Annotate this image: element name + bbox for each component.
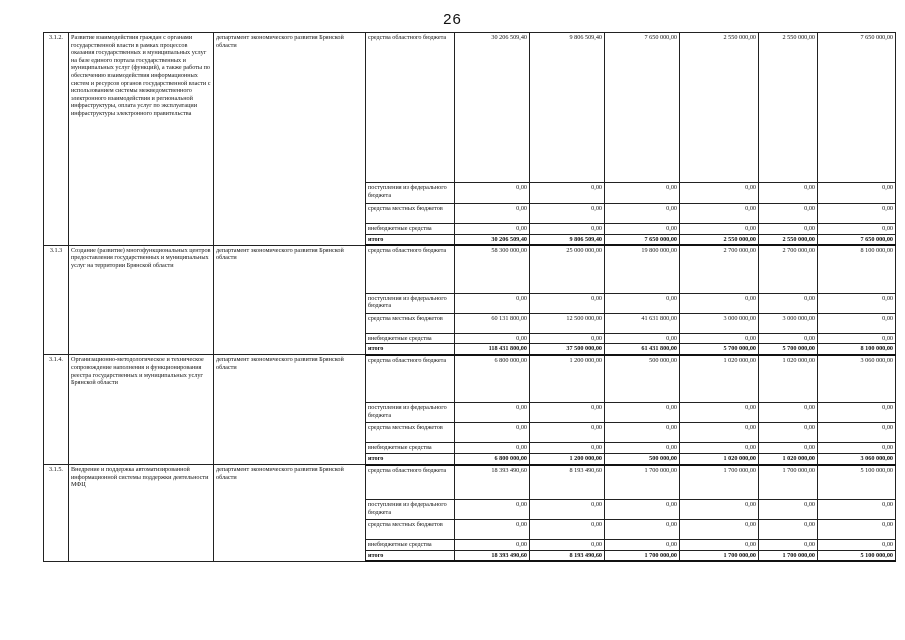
executor: департамент экономического развития Брянской области	[214, 355, 366, 465]
measure-name: Развитие взаимодействия граждан с органами государственной власти в рамках процессов оказания государственных и муниципальных услуг на базе единого портала государственных и муниципальных услуг (функций), а также работы по обеспечению взаимодействия информационных систем и ресурсов органов государственной власти с использованием системы межведомственного электронного взаимодействия и региональной инфраструктуры, оплата услуг по эксплуатации инфраструктуры электронного правительства	[69, 33, 214, 246]
funding-source: средства местных бюджетов	[366, 520, 455, 540]
amount-cell: 6 800 000,00	[455, 355, 530, 403]
amount-cell: 0,00	[530, 423, 605, 443]
amount-cell: 6 800 000,00	[455, 453, 530, 464]
amount-cell: 18 393 490,60	[455, 550, 530, 561]
amount-cell: 0,00	[759, 423, 818, 443]
item-number: 3.1.2.	[44, 33, 69, 246]
amount-cell: 0,00	[759, 293, 818, 313]
amount-cell: 0,00	[530, 293, 605, 313]
amount-cell: 0,00	[818, 313, 896, 333]
amount-cell: 0,00	[455, 333, 530, 344]
amount-cell: 0,00	[455, 204, 530, 224]
amount-cell: 0,00	[680, 224, 759, 235]
amount-cell: 0,00	[530, 540, 605, 551]
funding-source: поступления из федерального бюджета	[366, 183, 455, 204]
amount-cell: 0,00	[455, 183, 530, 204]
page-number: 26	[443, 11, 462, 28]
funding-source: поступления из федерального бюджета	[366, 500, 455, 520]
amount-cell: 0,00	[759, 333, 818, 344]
amount-cell: 1 700 000,00	[759, 465, 818, 500]
amount-cell: 0,00	[759, 540, 818, 551]
budget-table	[43, 32, 896, 562]
executor: департамент экономического развития Брянской области	[214, 245, 366, 355]
amount-cell: 19 800 000,00	[605, 245, 680, 293]
amount-cell: 8 100 000,00	[818, 245, 896, 293]
amount-cell: 30 206 509,40	[455, 33, 530, 183]
item-number: 3.1.5.	[44, 465, 69, 562]
amount-cell: 5 700 000,00	[680, 344, 759, 355]
amount-cell: 0,00	[818, 540, 896, 551]
amount-cell: 0,00	[455, 443, 530, 454]
amount-cell: 5 100 000,00	[818, 550, 896, 561]
amount-cell: 2 700 000,00	[759, 245, 818, 293]
funding-source: средства местных бюджетов	[366, 204, 455, 224]
amount-cell: 0,00	[759, 183, 818, 204]
amount-cell: 0,00	[530, 500, 605, 520]
funding-source: внебюджетные средства	[366, 540, 455, 551]
amount-cell: 0,00	[455, 293, 530, 313]
amount-cell: 58 300 000,00	[455, 245, 530, 293]
amount-cell: 1 200 000,00	[530, 355, 605, 403]
amount-cell: 0,00	[818, 423, 896, 443]
table-row	[44, 33, 896, 183]
amount-cell: 1 200 000,00	[530, 453, 605, 464]
amount-cell: 2 550 000,00	[680, 234, 759, 245]
amount-cell: 3 000 000,00	[680, 313, 759, 333]
amount-cell: 0,00	[680, 293, 759, 313]
amount-cell: 1 020 000,00	[680, 355, 759, 403]
amount-cell: 0,00	[818, 204, 896, 224]
amount-cell: 2 550 000,00	[759, 33, 818, 183]
amount-cell: 0,00	[818, 333, 896, 344]
amount-cell: 0,00	[455, 540, 530, 551]
amount-cell: 8 193 490,60	[530, 465, 605, 500]
table-row	[44, 465, 896, 500]
amount-cell: 118 431 800,00	[455, 344, 530, 355]
funding-source: внебюджетные средства	[366, 443, 455, 454]
amount-cell: 0,00	[680, 423, 759, 443]
amount-cell: 1 700 000,00	[680, 465, 759, 500]
funding-source: итого	[366, 453, 455, 464]
amount-cell: 0,00	[530, 520, 605, 540]
executor: департамент экономического развития Брянской области	[214, 33, 366, 246]
amount-cell: 0,00	[605, 333, 680, 344]
amount-cell: 0,00	[455, 403, 530, 423]
amount-cell: 0,00	[455, 423, 530, 443]
amount-cell: 0,00	[818, 443, 896, 454]
funding-source: средства областного бюджета	[366, 33, 455, 183]
measure-name: Организационно-методологическое и техническое сопровождение наполнения и функционирования реестра государственных и муниципальных услуг Брянской области	[69, 355, 214, 465]
amount-cell: 41 631 800,00	[605, 313, 680, 333]
amount-cell: 0,00	[818, 403, 896, 423]
amount-cell: 0,00	[680, 520, 759, 540]
amount-cell: 0,00	[818, 500, 896, 520]
item-number: 3.1.4.	[44, 355, 69, 465]
funding-source: итого	[366, 344, 455, 355]
amount-cell: 1 700 000,00	[605, 465, 680, 500]
amount-cell: 7 650 000,00	[818, 33, 896, 183]
amount-cell: 0,00	[759, 403, 818, 423]
amount-cell: 0,00	[605, 423, 680, 443]
amount-cell: 0,00	[680, 204, 759, 224]
amount-cell: 5 700 000,00	[759, 344, 818, 355]
amount-cell: 0,00	[818, 520, 896, 540]
amount-cell: 0,00	[759, 500, 818, 520]
amount-cell: 7 650 000,00	[605, 234, 680, 245]
amount-cell: 0,00	[605, 520, 680, 540]
amount-cell: 0,00	[530, 443, 605, 454]
amount-cell: 3 000 000,00	[759, 313, 818, 333]
amount-cell: 0,00	[818, 224, 896, 235]
amount-cell: 1 020 000,00	[759, 355, 818, 403]
amount-cell: 0,00	[530, 183, 605, 204]
amount-cell: 0,00	[455, 500, 530, 520]
amount-cell: 0,00	[680, 443, 759, 454]
measure-name: Внедрение и поддержка автоматизированной информационной системы поддержки деятельности МФЦ	[69, 465, 214, 562]
amount-cell: 9 806 509,40	[530, 234, 605, 245]
amount-cell: 0,00	[605, 403, 680, 423]
amount-cell: 1 700 000,00	[605, 550, 680, 561]
table-row	[44, 355, 896, 403]
amount-cell: 0,00	[530, 333, 605, 344]
amount-cell: 60 131 800,00	[455, 313, 530, 333]
amount-cell: 8 193 490,60	[530, 550, 605, 561]
amount-cell: 0,00	[759, 224, 818, 235]
funding-source: средства областного бюджета	[366, 465, 455, 500]
table-body	[44, 33, 896, 562]
amount-cell: 0,00	[605, 540, 680, 551]
amount-cell: 0,00	[759, 443, 818, 454]
table-row	[44, 245, 896, 293]
amount-cell: 0,00	[680, 183, 759, 204]
amount-cell: 0,00	[605, 224, 680, 235]
funding-source: итого	[366, 550, 455, 561]
funding-source: средства местных бюджетов	[366, 423, 455, 443]
amount-cell: 0,00	[455, 520, 530, 540]
amount-cell: 1 020 000,00	[759, 453, 818, 464]
funding-source: поступления из федерального бюджета	[366, 403, 455, 423]
executor: департамент экономического развития Брянской области	[214, 465, 366, 562]
funding-source: итого	[366, 234, 455, 245]
amount-cell: 2 700 000,00	[680, 245, 759, 293]
funding-source: средства местных бюджетов	[366, 313, 455, 333]
amount-cell: 8 100 000,00	[818, 344, 896, 355]
amount-cell: 500 000,00	[605, 355, 680, 403]
amount-cell: 0,00	[680, 333, 759, 344]
amount-cell: 0,00	[680, 500, 759, 520]
measure-name: Создание (развитие) многофункциональных центров предоставления государственных и муниципальных услуг на территории Брянской области	[69, 245, 214, 355]
amount-cell: 2 550 000,00	[759, 234, 818, 245]
amount-cell: 1 700 000,00	[680, 550, 759, 561]
amount-cell: 7 650 000,00	[818, 234, 896, 245]
amount-cell: 18 393 490,60	[455, 465, 530, 500]
amount-cell: 0,00	[455, 224, 530, 235]
amount-cell: 25 000 000,00	[530, 245, 605, 293]
amount-cell: 30 206 509,40	[455, 234, 530, 245]
amount-cell: 7 650 000,00	[605, 33, 680, 183]
amount-cell: 12 500 000,00	[530, 313, 605, 333]
funding-source: внебюджетные средства	[366, 333, 455, 344]
amount-cell: 2 550 000,00	[680, 33, 759, 183]
amount-cell: 0,00	[818, 293, 896, 313]
amount-cell: 0,00	[605, 500, 680, 520]
amount-cell: 3 060 000,00	[818, 355, 896, 403]
amount-cell: 0,00	[818, 183, 896, 204]
amount-cell: 0,00	[605, 204, 680, 224]
funding-source: средства областного бюджета	[366, 245, 455, 293]
amount-cell: 3 060 000,00	[818, 453, 896, 464]
amount-cell: 9 806 509,40	[530, 33, 605, 183]
amount-cell: 0,00	[605, 443, 680, 454]
amount-cell: 37 500 000,00	[530, 344, 605, 355]
item-number: 3.1.3	[44, 245, 69, 355]
amount-cell: 61 431 800,00	[605, 344, 680, 355]
amount-cell: 0,00	[605, 293, 680, 313]
funding-source: внебюджетные средства	[366, 224, 455, 235]
amount-cell: 1 020 000,00	[680, 453, 759, 464]
amount-cell: 0,00	[530, 204, 605, 224]
amount-cell: 1 700 000,00	[759, 550, 818, 561]
amount-cell: 0,00	[680, 403, 759, 423]
amount-cell: 0,00	[680, 540, 759, 551]
amount-cell: 500 000,00	[605, 453, 680, 464]
amount-cell: 0,00	[530, 403, 605, 423]
amount-cell: 0,00	[759, 520, 818, 540]
amount-cell: 0,00	[530, 224, 605, 235]
amount-cell: 5 100 000,00	[818, 465, 896, 500]
amount-cell: 0,00	[759, 204, 818, 224]
amount-cell: 0,00	[605, 183, 680, 204]
funding-source: средства областного бюджета	[366, 355, 455, 403]
funding-source: поступления из федерального бюджета	[366, 293, 455, 313]
